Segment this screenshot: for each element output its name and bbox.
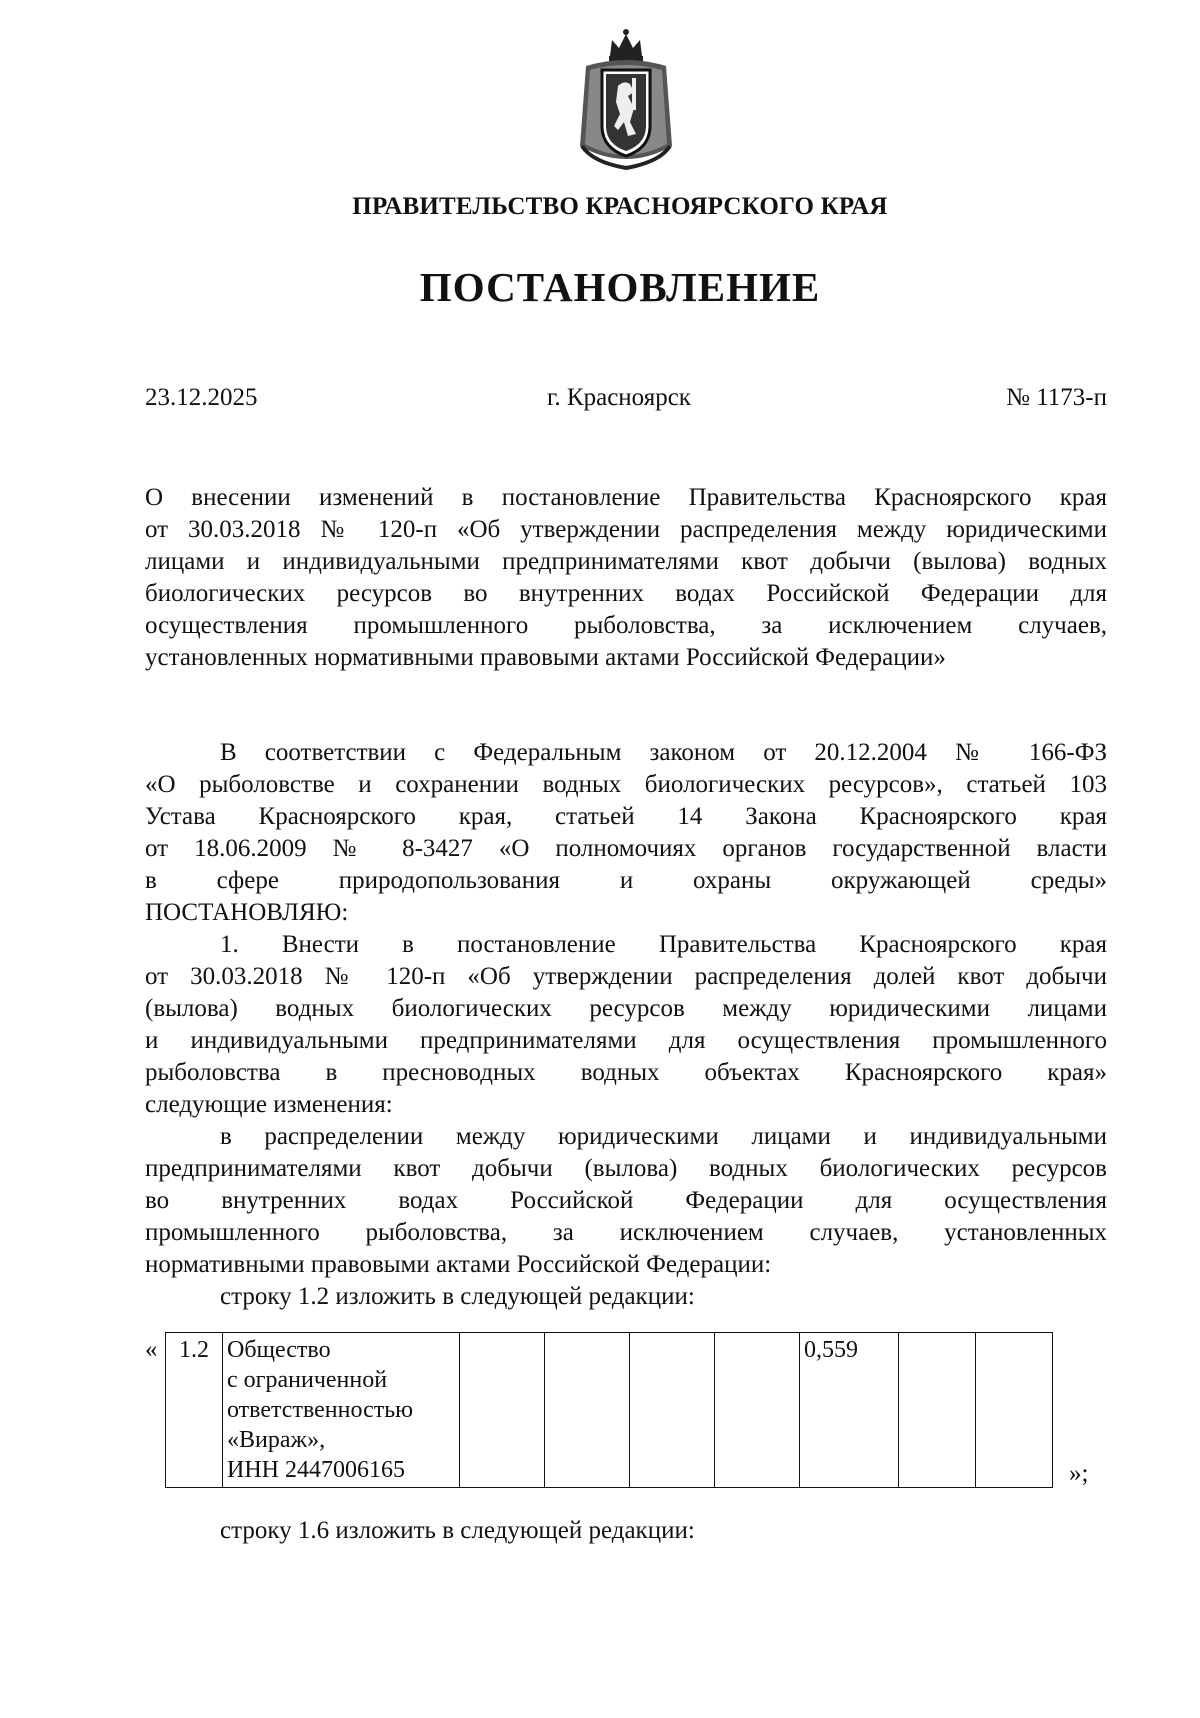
distribution-line: в распределении между юридическими лицами и индивидуальными xyxy=(220,1123,1107,1150)
organization-name: ПРАВИТЕЛЬСТВО КРАСНОЯРСКОГО КРАЯ xyxy=(352,193,888,220)
preamble-line: от 18.06.2009 № 8-3427 «О полномочиях органов государственной власти xyxy=(145,835,1107,862)
document-type: ПОСТАНОВЛЕНИЕ xyxy=(419,264,821,310)
preamble-line: В соответствии с Федеральным законом от 20.12.2004 № 166-ФЗ xyxy=(220,739,1107,766)
company-name-line: Общество xyxy=(227,1337,331,1363)
company-name-line: ответственностью xyxy=(227,1397,414,1423)
distribution-line: нормативными правовыми актами Российской Федерации: xyxy=(145,1251,772,1278)
close-quote: »; xyxy=(1069,1460,1089,1487)
distribution-line: предпринимателями квот добычи (вылова) водных биологических ресурсов xyxy=(145,1155,1107,1182)
item1-line: рыболовства в пресноводных водных объектах Красноярского края» xyxy=(145,1059,1107,1086)
row-number: 1.2 xyxy=(166,1333,223,1488)
value-cell xyxy=(715,1333,800,1488)
quota-table xyxy=(165,1332,1053,1488)
item1-line: от 30.03.2018 № 120-п «Об утверждении распределения долей квот добычи xyxy=(145,963,1107,990)
document-city: г. Красноярск xyxy=(547,384,691,411)
document-date: 23.12.2025 xyxy=(145,384,258,411)
item1-line: следующие изменения: xyxy=(145,1091,393,1118)
distribution-line: промышленного рыболовства, за исключением случаев, установленных xyxy=(145,1219,1107,1246)
company-name-cell xyxy=(223,1333,460,1488)
value-cell xyxy=(460,1333,545,1488)
document-body xyxy=(145,737,1107,1313)
title-line: лицами и индивидуальными предпринимателями квот добычи (вылова) водных xyxy=(145,548,1107,575)
value-cell xyxy=(899,1333,976,1488)
item1-line: (вылова) водных биологических ресурсов между юридическими лицами xyxy=(145,995,1107,1022)
value-cell xyxy=(976,1333,1053,1488)
row-replacement xyxy=(145,1332,1107,1492)
distribution-line: во внутренних водах Российской Федерации для осуществления xyxy=(145,1187,1107,1214)
title-line: биологических ресурсов во внутренних водах Российской Федерации для xyxy=(145,580,1107,607)
table-row xyxy=(166,1333,1053,1488)
company-name-line: ИНН 2447006165 xyxy=(227,1457,405,1483)
value-cell xyxy=(545,1333,630,1488)
title-line: от 30.03.2018 № 120-п «Об утверждении распределения между юридическими xyxy=(145,516,1107,543)
preamble-line: «О рыболовстве и сохранении водных биологических ресурсов», статьей 103 xyxy=(145,771,1107,798)
company-name-line: с ограниченной xyxy=(227,1367,388,1393)
resolve-word: ПОСТАНОВЛЯЮ: xyxy=(145,899,349,926)
row12-intro: строку 1.2 изложить в следующей редакции: xyxy=(220,1283,695,1310)
item1-line: 1. Внести в постановление Правительства Красноярского края xyxy=(220,931,1107,958)
item1-line: и индивидуальными предпринимателями для осуществления промышленного xyxy=(145,1027,1107,1054)
value-cell: 0,559 xyxy=(800,1333,899,1488)
value-cell xyxy=(630,1333,715,1488)
title-line: О внесении изменений в постановление Правительства Красноярского края xyxy=(145,484,1107,511)
preamble-line: Устава Красноярского края, статьей 14 Закона Красноярского края xyxy=(145,803,1107,830)
row16-intro: строку 1.6 изложить в следующей редакции: xyxy=(220,1517,695,1544)
title-line: установленных нормативными правовыми актами Российской Федерации» xyxy=(145,644,946,671)
document-number: № 1173-п xyxy=(1006,384,1107,411)
preamble-line: в сфере природопользования и охраны окружающей среды» xyxy=(145,867,1107,894)
company-name-line: «Вираж», xyxy=(227,1427,326,1453)
coat-of-arms-icon xyxy=(572,26,680,172)
open-quote: « xyxy=(145,1336,158,1363)
title-line: осуществления промышленного рыболовства, за исключением случаев, xyxy=(145,612,1107,639)
document-title xyxy=(145,482,1107,674)
